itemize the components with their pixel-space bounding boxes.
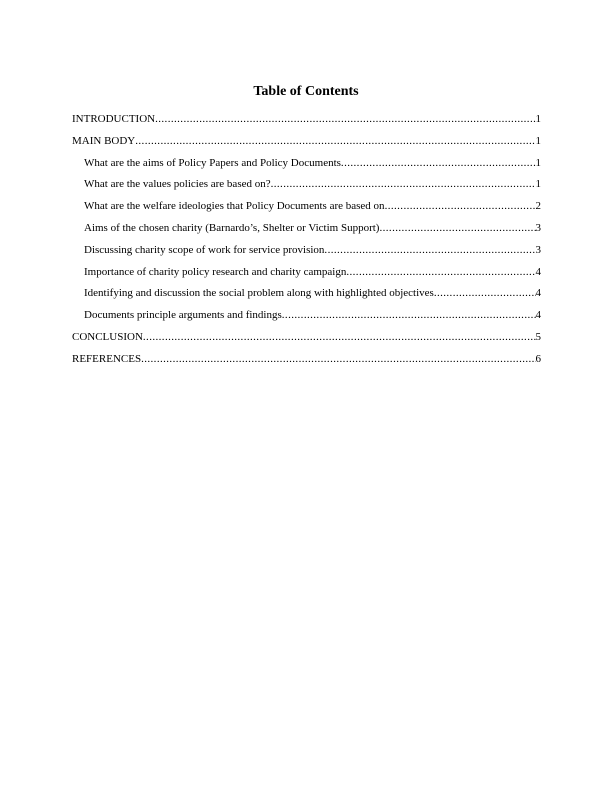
toc-entry-label: What are the aims of Policy Papers and Policy Documents	[84, 156, 341, 169]
toc-entry-label: CONCLUSION	[72, 330, 143, 343]
toc-entry-page: 1	[535, 134, 541, 147]
dot-leader	[155, 112, 535, 126]
toc-entry-label: REFERENCES	[72, 352, 142, 365]
toc-entry-page: 6	[535, 352, 541, 365]
dot-leader	[271, 177, 536, 191]
dot-leader	[341, 156, 536, 170]
toc-entry-label: Importance of charity policy research and charity campaign	[84, 265, 347, 278]
toc-entry-references[interactable]	[72, 352, 541, 374]
toc-entry-page: 5	[535, 330, 541, 343]
toc-entry-conclusion[interactable]	[72, 330, 541, 352]
toc-entry-label: What are the values policies are based on?	[84, 178, 271, 191]
toc-entry-values-policies[interactable]	[72, 177, 541, 199]
toc-entry-introduction[interactable]	[72, 112, 541, 134]
dot-leader	[346, 265, 535, 279]
toc-list	[72, 112, 541, 374]
toc-entry-label: MAIN BODY	[72, 134, 136, 147]
dot-leader	[379, 221, 535, 235]
toc-entry-page: 4	[535, 287, 541, 300]
toc-entry-page: 1	[535, 156, 541, 169]
toc-entry-page: 4	[535, 265, 541, 278]
toc-entry-label: Identifying and discussion the social problem along with highlighted objectives	[84, 287, 434, 300]
toc-entry-welfare-ideologies[interactable]	[72, 199, 541, 221]
dot-leader	[324, 243, 535, 257]
toc-entry-label: Documents principle arguments and findings	[84, 309, 282, 322]
toc-title: Table of Contents	[253, 84, 359, 99]
toc-entry-aims-of-policy-papers[interactable]	[72, 156, 541, 178]
toc-entry-main-body[interactable]	[72, 134, 541, 156]
toc-entry-aims-of-charity[interactable]	[72, 221, 541, 243]
toc-entry-page: 3	[535, 221, 541, 234]
toc-entry-page: 1	[535, 113, 541, 125]
dot-leader	[385, 199, 536, 213]
dot-leader	[141, 352, 535, 366]
toc-entry-page: 3	[535, 243, 541, 256]
toc-entry-charity-policy-research[interactable]	[72, 265, 541, 287]
toc-entry-social-problem[interactable]	[72, 286, 541, 308]
toc-entry-page: 1	[535, 178, 541, 191]
dot-leader	[282, 308, 536, 322]
toc-entry-label: INTRODUCTION	[72, 113, 156, 125]
toc-entry-label: Discussing charity scope of work for service provision	[84, 243, 325, 256]
toc-entry-label: Aims of the chosen charity (Barnardo’s, Shelter or Victim Support)	[84, 221, 380, 234]
dot-leader	[143, 330, 536, 344]
dot-leader	[135, 134, 535, 148]
dot-leader	[434, 286, 536, 300]
toc-entry-page: 2	[535, 200, 541, 213]
toc-entry-charity-scope[interactable]	[72, 243, 541, 265]
toc-entry-label: What are the welfare ideologies that Policy Documents are based on	[84, 200, 385, 213]
toc-entry-page: 4	[535, 309, 541, 322]
toc-entry-principle-arguments[interactable]	[72, 308, 541, 330]
